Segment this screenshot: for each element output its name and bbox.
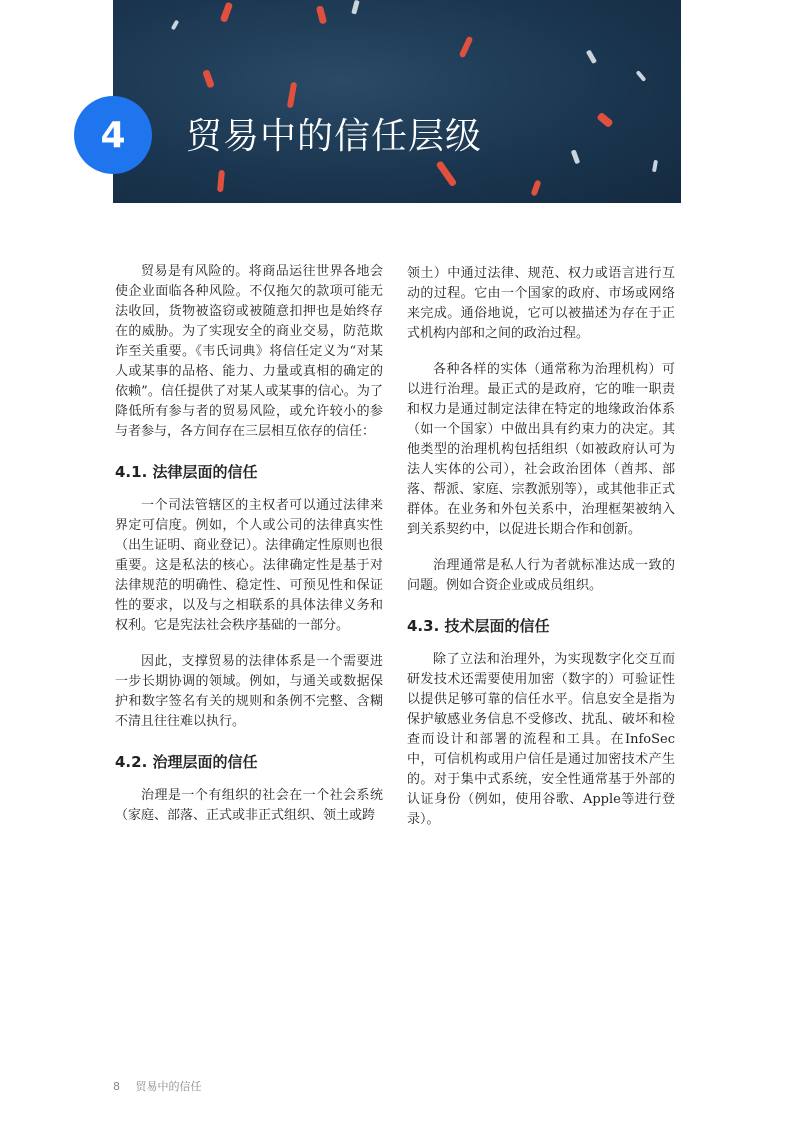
hero-image-ships-at-sea xyxy=(113,0,681,203)
section-heading: 4.2. 治理层面的信任 xyxy=(115,753,258,771)
page-footer xyxy=(113,1078,202,1094)
section-heading: 4.3. 技术层面的信任 xyxy=(407,617,550,635)
paragraph: 治理通常是私人行为者就标准达成一致的问题。例如合资企业或成员组织。 xyxy=(407,558,675,593)
ships-illustration xyxy=(113,0,681,203)
page-number: 8 xyxy=(113,1080,120,1093)
left-column xyxy=(115,262,383,842)
paragraph: 领土）中通过法律、规范、权力或语言进行互动的过程。它由一个国家的政府、市场或网络来完成。通俗地说，它可以被描述为存在于正式机构内部和之间的政治过程。 xyxy=(407,266,675,341)
paragraph: 各种各样的实体（通常称为治理机构）可以进行治理。最正式的是政府，它的唯一职责和权力是通过制定法律在特定的地缘政治体系（如一个国家）中做出具有约束力的决定。其他类型的治理机构包括组织（如被政府认可为法人实体的公司），社会政治团体（酋邦、部落、帮派、家庭、宗教派别等），或其他非正式群体。在业务和外包关系中，治理框架被纳入到关系契约中，以促进长期合作和创新。 xyxy=(407,362,675,537)
right-column xyxy=(407,264,675,846)
paragraph: 一个司法管辖区的主权者可以通过法律来界定可信度。例如，个人或公司的法律真实性（出生证明、商业登记）。法律确定性原则也很重要。这是私法的核心。法律确定性是基于对法律规范的明确性、稳定性、可预见性和保证性的要求，以及与之相联系的具体法律义务和权利。它是宪法社会秩序基础的一部分。 xyxy=(115,498,383,633)
section-heading: 4.1. 法律层面的信任 xyxy=(115,463,258,481)
chapter-number-badge: 4 xyxy=(74,96,152,174)
running-title: 贸易中的信任 xyxy=(135,1080,202,1093)
paragraph: 治理是一个有组织的社会在一个社会系统（家庭、部落、正式或非正式组织、领土或跨 xyxy=(115,788,383,823)
paragraph: 因此，支撑贸易的法律体系是一个需要进一步长期协调的领域。例如，与通关或数据保护和数字签名有关的规则和条例不完整、含糊不清且往往难以执行。 xyxy=(115,654,383,729)
chapter-title: 贸易中的信任层级 xyxy=(186,116,483,157)
paragraph: 贸易是有风险的。将商品运往世界各地会使企业面临各种风险。不仅拖欠的款项可能无法收回，货物被盗窃或被随意扣押也是始终存在的威胁。为了实现安全的商业交易，防范欺诈至关重要。《韦氏词典》将信任定义为“对某人或某事的品格、能力、力量或真相的确定的依赖”。信任提供了对某人或某事的信心。为了降低所有参与者的贸易风险，或允许较小的参与者参与，各方间存在三层相互依存的信任： xyxy=(115,264,383,439)
paragraph: 除了立法和治理外，为实现数字化交互而研发技术还需要使用加密（数字的）可验证性以提供足够可靠的信任水平。信息安全是指为保护敏感业务信息不受修改、扰乱、破坏和检查而设计和部署的流程和工具。在InfoSec中，可信机构或用户信任是通过加密技术产生的。对于集中式系统，安全性通常基于外部的认证身份（例如，使用谷歌、Apple等进行登录）。 xyxy=(407,652,675,827)
